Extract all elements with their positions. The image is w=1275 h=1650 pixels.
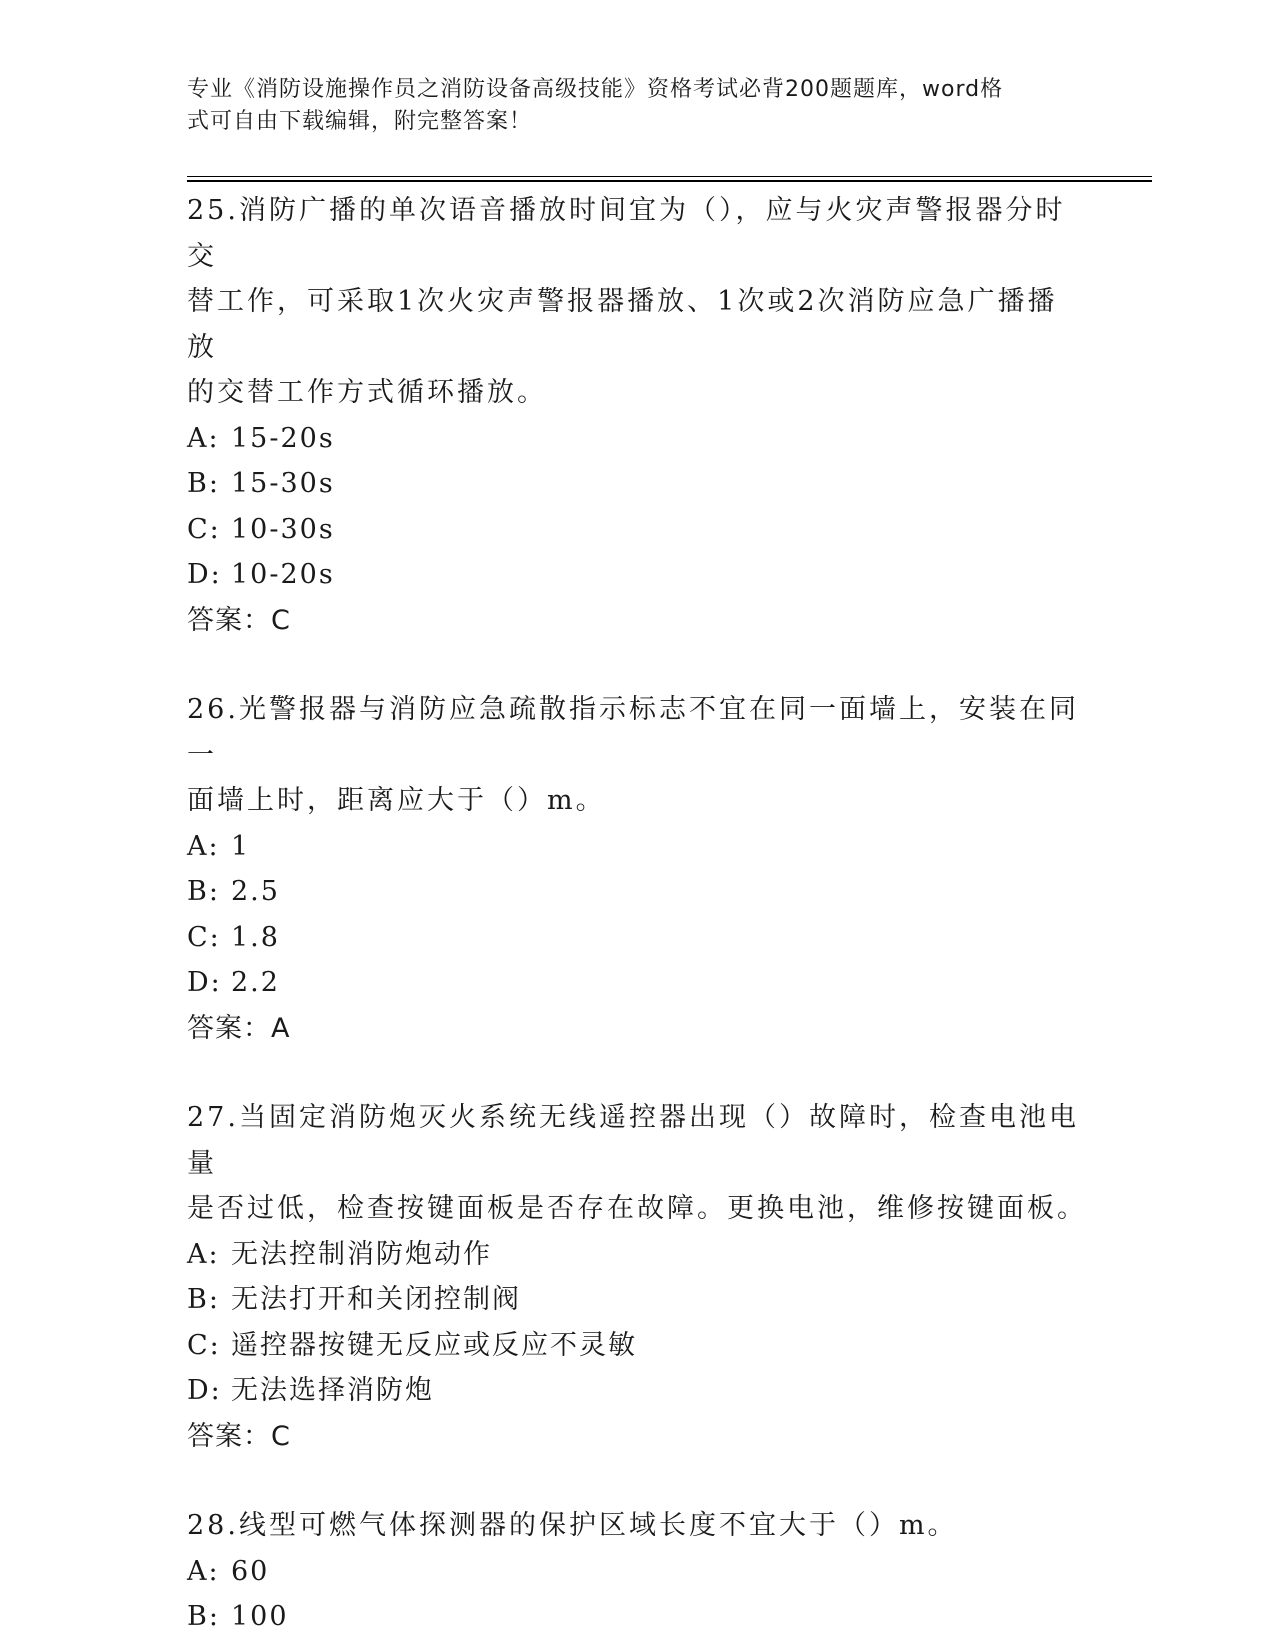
answer-line: 答案：A <box>187 1012 291 1044</box>
option-text: 遥控器按键无反应或反应不灵敏 <box>231 1329 637 1361</box>
option-a <box>187 1232 1087 1278</box>
header-rule-thin <box>187 176 1152 177</box>
option-letter: D: <box>187 559 222 590</box>
question-25 <box>187 188 1087 643</box>
answer-line: 答案：C <box>187 604 291 636</box>
option-text: 2.5 <box>231 876 280 907</box>
option-text: 10-20s <box>231 559 335 590</box>
option-letter: C: <box>187 513 221 545</box>
question-28 <box>187 1503 1087 1640</box>
question-text-line: 27.当固定消防炮灭火系统无线遥控器出现（）故障时，检查电池电量 <box>187 1102 1079 1179</box>
option-b <box>187 1277 1087 1323</box>
option-text: 60 <box>231 1555 270 1587</box>
option-d <box>187 960 1087 1006</box>
option-d <box>187 1368 1087 1414</box>
option-letter: D: <box>187 1375 222 1406</box>
option-text: 无法控制消防炮动作 <box>231 1238 492 1270</box>
question-text-line: 替工作，可采取1次火灾声警报器播放、1次或2次消防应急广播播放 <box>187 286 1058 363</box>
option-text: 2.2 <box>231 967 280 998</box>
option-a <box>187 1549 1087 1595</box>
option-letter: B: <box>187 1601 220 1632</box>
question-gap <box>187 1051 1087 1095</box>
option-letter: C: <box>187 921 221 953</box>
option-letter: B: <box>187 876 220 907</box>
header-line-1: 专业《消防设施操作员之消防设备高级技能》资格考试必背200题题库，word格 <box>187 77 1004 102</box>
option-text: 无法选择消防炮 <box>231 1375 434 1406</box>
answer-line: 答案：C <box>187 1420 291 1452</box>
option-c <box>187 507 1087 553</box>
question-text-line: 的交替工作方式循环播放。 <box>187 377 547 408</box>
option-letter: B: <box>187 468 220 499</box>
option-text: 无法打开和关闭控制阀 <box>231 1284 521 1315</box>
question-text-line: 是否过低，检查按键面板是否存在故障。更换电池，维修按键面板。 <box>187 1193 1087 1224</box>
question-text-line: 28.线型可燃气体探测器的保护区域长度不宜大于（）m。 <box>187 1510 958 1541</box>
option-letter: A: <box>187 1238 220 1270</box>
option-a <box>187 824 1087 870</box>
option-letter: A: <box>187 422 220 454</box>
option-text: 10-30s <box>231 513 335 545</box>
option-b <box>187 1594 1087 1640</box>
option-text: 1 <box>231 830 251 862</box>
header-rule-thick <box>187 180 1152 182</box>
option-b <box>187 869 1087 915</box>
question-gap <box>187 1459 1087 1503</box>
question-text-line: 25.消防广播的单次语音播放时间宜为（），应与火灾声警报器分时交 <box>187 195 1066 272</box>
question-text-line: 面墙上时，距离应大于（）m。 <box>187 785 606 816</box>
option-text: 1.8 <box>231 921 280 953</box>
question-26 <box>187 687 1087 1051</box>
document-header <box>187 74 1067 138</box>
option-letter: C: <box>187 1329 221 1361</box>
option-a <box>187 416 1087 462</box>
option-text: 15-20s <box>231 422 335 454</box>
option-text: 100 <box>231 1601 289 1632</box>
header-line-2: 式可自由下载编辑，附完整答案！ <box>187 109 533 134</box>
question-list <box>187 188 1087 1640</box>
option-d <box>187 552 1087 598</box>
question-gap <box>187 643 1087 687</box>
option-c <box>187 1323 1087 1369</box>
option-text: 15-30s <box>231 468 335 499</box>
option-letter: B: <box>187 1284 220 1315</box>
option-letter: D: <box>187 967 222 998</box>
option-b <box>187 461 1087 507</box>
option-letter: A: <box>187 830 220 862</box>
question-27 <box>187 1095 1087 1459</box>
question-text-line: 26.光警报器与消防应急疏散指示标志不宜在同一面墙上，安装在同一 <box>187 694 1079 771</box>
option-c <box>187 915 1087 961</box>
option-letter: A: <box>187 1555 220 1587</box>
